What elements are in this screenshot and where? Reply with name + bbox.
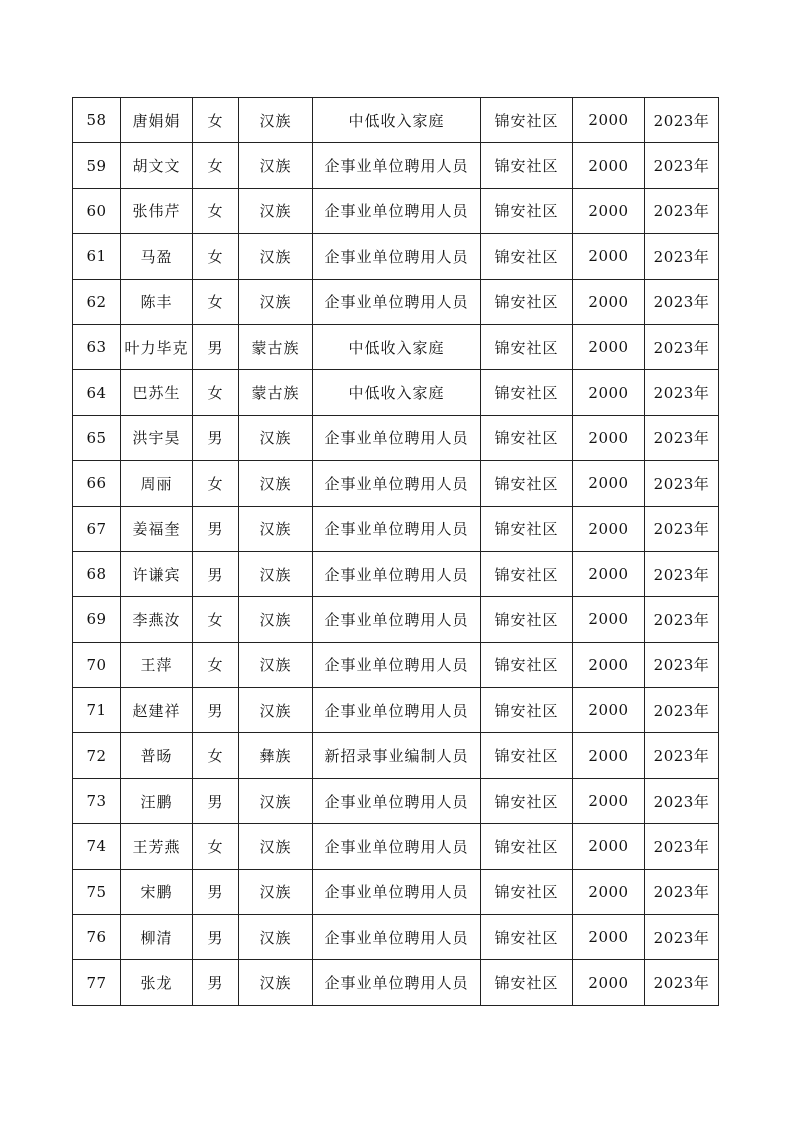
year-cell: 2023年 — [645, 824, 719, 869]
amount-cell: 2000 — [573, 234, 645, 279]
year-cell: 2023年 — [645, 143, 719, 188]
table-row — [73, 824, 719, 869]
gender-cell: 男 — [193, 960, 239, 1005]
community-cell: 锦安社区 — [481, 461, 573, 506]
table-row — [73, 733, 719, 778]
gender-cell: 女 — [193, 370, 239, 415]
year-cell: 2023年 — [645, 324, 719, 369]
category-cell: 企事业单位聘用人员 — [313, 960, 481, 1005]
year-cell: 2023年 — [645, 733, 719, 778]
community-cell: 锦安社区 — [481, 143, 573, 188]
amount-cell: 2000 — [573, 415, 645, 460]
amount-cell: 2000 — [573, 506, 645, 551]
gender-cell: 女 — [193, 188, 239, 233]
table-body — [73, 98, 719, 1006]
year-cell: 2023年 — [645, 869, 719, 914]
year-cell: 2023年 — [645, 370, 719, 415]
row-number-cell: 74 — [73, 824, 121, 869]
year-cell: 2023年 — [645, 688, 719, 733]
ethnicity-cell: 汉族 — [239, 506, 313, 551]
gender-cell: 男 — [193, 778, 239, 823]
person-name-cell: 巴苏生 — [121, 370, 193, 415]
community-cell: 锦安社区 — [481, 551, 573, 596]
person-name-cell: 唐娟娟 — [121, 98, 193, 143]
category-cell: 企事业单位聘用人员 — [313, 778, 481, 823]
ethnicity-cell: 汉族 — [239, 960, 313, 1005]
row-number-cell: 62 — [73, 279, 121, 324]
table-row — [73, 143, 719, 188]
community-cell: 锦安社区 — [481, 824, 573, 869]
year-cell: 2023年 — [645, 415, 719, 460]
ethnicity-cell: 汉族 — [239, 461, 313, 506]
category-cell: 企事业单位聘用人员 — [313, 415, 481, 460]
community-cell: 锦安社区 — [481, 869, 573, 914]
table-row — [73, 370, 719, 415]
category-cell: 企事业单位聘用人员 — [313, 234, 481, 279]
row-number-cell: 61 — [73, 234, 121, 279]
row-number-cell: 77 — [73, 960, 121, 1005]
person-name-cell: 柳清 — [121, 915, 193, 960]
row-number-cell: 66 — [73, 461, 121, 506]
row-number-cell: 60 — [73, 188, 121, 233]
person-name-cell: 赵建祥 — [121, 688, 193, 733]
person-name-cell: 宋鹏 — [121, 869, 193, 914]
amount-cell: 2000 — [573, 960, 645, 1005]
gender-cell: 女 — [193, 824, 239, 869]
person-name-cell: 李燕汝 — [121, 597, 193, 642]
ethnicity-cell: 汉族 — [239, 688, 313, 733]
row-number-cell: 70 — [73, 642, 121, 687]
ethnicity-cell: 汉族 — [239, 143, 313, 188]
community-cell: 锦安社区 — [481, 324, 573, 369]
category-cell: 中低收入家庭 — [313, 370, 481, 415]
person-name-cell: 马盈 — [121, 234, 193, 279]
community-cell: 锦安社区 — [481, 506, 573, 551]
ethnicity-cell: 汉族 — [239, 642, 313, 687]
year-cell: 2023年 — [645, 461, 719, 506]
gender-cell: 男 — [193, 688, 239, 733]
amount-cell: 2000 — [573, 778, 645, 823]
ethnicity-cell: 汉族 — [239, 234, 313, 279]
category-cell: 企事业单位聘用人员 — [313, 279, 481, 324]
table-row — [73, 506, 719, 551]
gender-cell: 男 — [193, 415, 239, 460]
row-number-cell: 65 — [73, 415, 121, 460]
amount-cell: 2000 — [573, 642, 645, 687]
person-name-cell: 王萍 — [121, 642, 193, 687]
table-row — [73, 234, 719, 279]
ethnicity-cell: 汉族 — [239, 597, 313, 642]
person-name-cell: 张龙 — [121, 960, 193, 1005]
housing-list-table — [72, 97, 719, 1006]
table-row — [73, 98, 719, 143]
community-cell: 锦安社区 — [481, 733, 573, 778]
person-name-cell: 张伟芹 — [121, 188, 193, 233]
gender-cell: 女 — [193, 143, 239, 188]
year-cell: 2023年 — [645, 279, 719, 324]
year-cell: 2023年 — [645, 98, 719, 143]
table-row — [73, 415, 719, 460]
ethnicity-cell: 汉族 — [239, 915, 313, 960]
table-row — [73, 597, 719, 642]
ethnicity-cell: 彝族 — [239, 733, 313, 778]
category-cell: 企事业单位聘用人员 — [313, 188, 481, 233]
community-cell: 锦安社区 — [481, 279, 573, 324]
community-cell: 锦安社区 — [481, 188, 573, 233]
amount-cell: 2000 — [573, 551, 645, 596]
row-number-cell: 63 — [73, 324, 121, 369]
category-cell: 企事业单位聘用人员 — [313, 915, 481, 960]
ethnicity-cell: 蒙古族 — [239, 324, 313, 369]
person-name-cell: 叶力毕克 — [121, 324, 193, 369]
table-row — [73, 188, 719, 233]
year-cell: 2023年 — [645, 642, 719, 687]
category-cell: 企事业单位聘用人员 — [313, 869, 481, 914]
row-number-cell: 58 — [73, 98, 121, 143]
amount-cell: 2000 — [573, 370, 645, 415]
person-name-cell: 普旸 — [121, 733, 193, 778]
year-cell: 2023年 — [645, 188, 719, 233]
amount-cell: 2000 — [573, 869, 645, 914]
table-row — [73, 279, 719, 324]
ethnicity-cell: 汉族 — [239, 279, 313, 324]
person-name-cell: 王芳燕 — [121, 824, 193, 869]
gender-cell: 男 — [193, 506, 239, 551]
amount-cell: 2000 — [573, 98, 645, 143]
gender-cell: 女 — [193, 98, 239, 143]
row-number-cell: 71 — [73, 688, 121, 733]
community-cell: 锦安社区 — [481, 234, 573, 279]
community-cell: 锦安社区 — [481, 415, 573, 460]
table-row — [73, 778, 719, 823]
ethnicity-cell: 汉族 — [239, 869, 313, 914]
row-number-cell: 75 — [73, 869, 121, 914]
community-cell: 锦安社区 — [481, 960, 573, 1005]
community-cell: 锦安社区 — [481, 370, 573, 415]
category-cell: 新招录事业编制人员 — [313, 733, 481, 778]
category-cell: 中低收入家庭 — [313, 98, 481, 143]
category-cell: 企事业单位聘用人员 — [313, 551, 481, 596]
gender-cell: 女 — [193, 597, 239, 642]
amount-cell: 2000 — [573, 597, 645, 642]
person-name-cell: 姜福奎 — [121, 506, 193, 551]
ethnicity-cell: 汉族 — [239, 188, 313, 233]
person-name-cell: 洪宇昊 — [121, 415, 193, 460]
person-name-cell: 周丽 — [121, 461, 193, 506]
table-row — [73, 688, 719, 733]
row-number-cell: 73 — [73, 778, 121, 823]
person-name-cell: 汪鹏 — [121, 778, 193, 823]
gender-cell: 女 — [193, 279, 239, 324]
table-row — [73, 324, 719, 369]
category-cell: 企事业单位聘用人员 — [313, 688, 481, 733]
category-cell: 企事业单位聘用人员 — [313, 461, 481, 506]
amount-cell: 2000 — [573, 688, 645, 733]
table-row — [73, 960, 719, 1005]
ethnicity-cell: 蒙古族 — [239, 370, 313, 415]
amount-cell: 2000 — [573, 143, 645, 188]
category-cell: 企事业单位聘用人员 — [313, 506, 481, 551]
gender-cell: 男 — [193, 551, 239, 596]
ethnicity-cell: 汉族 — [239, 824, 313, 869]
amount-cell: 2000 — [573, 915, 645, 960]
row-number-cell: 59 — [73, 143, 121, 188]
row-number-cell: 72 — [73, 733, 121, 778]
community-cell: 锦安社区 — [481, 642, 573, 687]
table-row — [73, 915, 719, 960]
year-cell: 2023年 — [645, 778, 719, 823]
table-row — [73, 461, 719, 506]
community-cell: 锦安社区 — [481, 778, 573, 823]
community-cell: 锦安社区 — [481, 597, 573, 642]
person-name-cell: 许谦宾 — [121, 551, 193, 596]
gender-cell: 女 — [193, 642, 239, 687]
category-cell: 中低收入家庭 — [313, 324, 481, 369]
gender-cell: 男 — [193, 915, 239, 960]
gender-cell: 男 — [193, 324, 239, 369]
year-cell: 2023年 — [645, 597, 719, 642]
amount-cell: 2000 — [573, 279, 645, 324]
ethnicity-cell: 汉族 — [239, 415, 313, 460]
table-row — [73, 551, 719, 596]
amount-cell: 2000 — [573, 188, 645, 233]
category-cell: 企事业单位聘用人员 — [313, 143, 481, 188]
row-number-cell: 68 — [73, 551, 121, 596]
person-name-cell: 陈丰 — [121, 279, 193, 324]
gender-cell: 女 — [193, 461, 239, 506]
community-cell: 锦安社区 — [481, 688, 573, 733]
gender-cell: 女 — [193, 733, 239, 778]
amount-cell: 2000 — [573, 461, 645, 506]
ethnicity-cell: 汉族 — [239, 551, 313, 596]
amount-cell: 2000 — [573, 324, 645, 369]
category-cell: 企事业单位聘用人员 — [313, 642, 481, 687]
table-row — [73, 642, 719, 687]
ethnicity-cell: 汉族 — [239, 778, 313, 823]
year-cell: 2023年 — [645, 960, 719, 1005]
table-row — [73, 869, 719, 914]
year-cell: 2023年 — [645, 915, 719, 960]
community-cell: 锦安社区 — [481, 98, 573, 143]
category-cell: 企事业单位聘用人员 — [313, 597, 481, 642]
row-number-cell: 64 — [73, 370, 121, 415]
year-cell: 2023年 — [645, 551, 719, 596]
year-cell: 2023年 — [645, 234, 719, 279]
row-number-cell: 69 — [73, 597, 121, 642]
amount-cell: 2000 — [573, 824, 645, 869]
year-cell: 2023年 — [645, 506, 719, 551]
person-name-cell: 胡文文 — [121, 143, 193, 188]
amount-cell: 2000 — [573, 733, 645, 778]
ethnicity-cell: 汉族 — [239, 98, 313, 143]
row-number-cell: 67 — [73, 506, 121, 551]
gender-cell: 女 — [193, 234, 239, 279]
category-cell: 企事业单位聘用人员 — [313, 824, 481, 869]
community-cell: 锦安社区 — [481, 915, 573, 960]
gender-cell: 男 — [193, 869, 239, 914]
row-number-cell: 76 — [73, 915, 121, 960]
